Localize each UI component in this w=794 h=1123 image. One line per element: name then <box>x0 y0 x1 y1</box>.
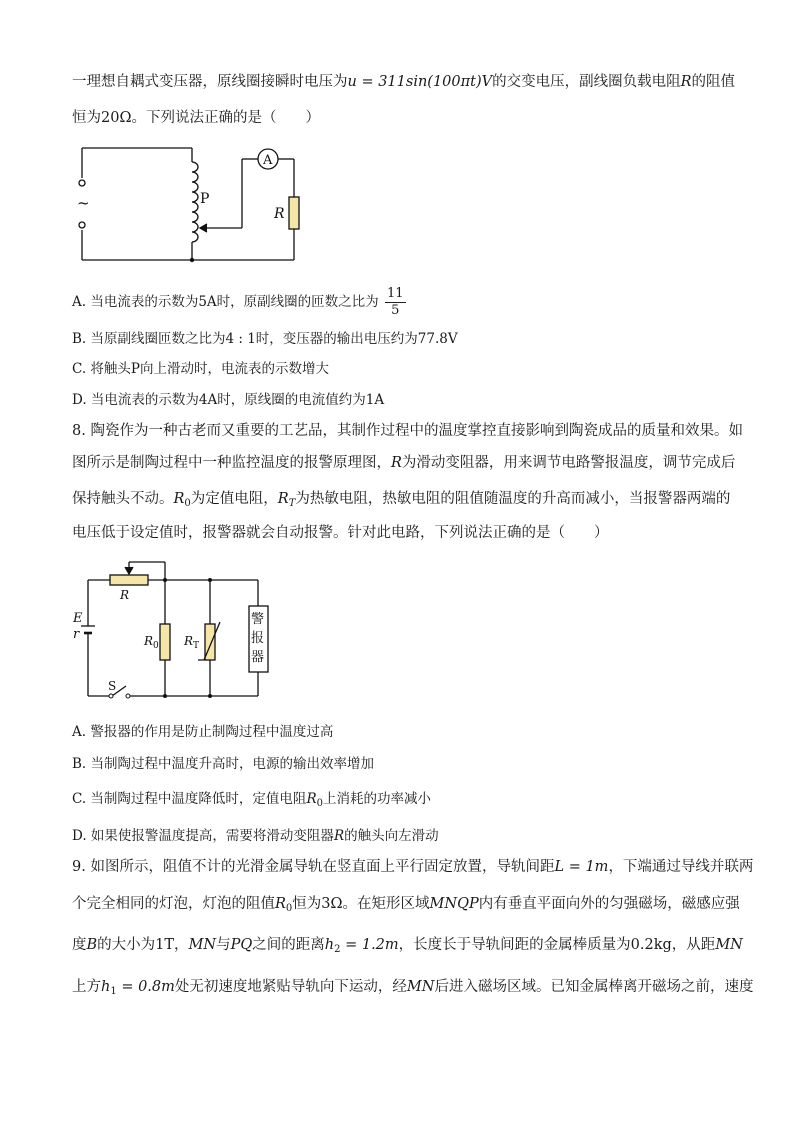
q8-option-d <box>72 826 439 846</box>
q7-stem-line-1 <box>72 72 735 92</box>
q8-option-c <box>72 789 431 814</box>
boundary-label: MN <box>406 979 435 995</box>
slider-label: P <box>200 191 210 207</box>
q9-stem-text: 恒为3Ω。在矩形区域 <box>292 896 430 912</box>
switch-label: S <box>108 679 117 693</box>
junction-dot <box>208 694 212 698</box>
junction-dot <box>208 578 212 582</box>
r0-resistor <box>160 624 170 660</box>
q9-stem-text: 与 <box>216 937 231 953</box>
q8-stem-text: 图所示是制陶过程中一种监控温度的报警原理图， <box>72 455 391 471</box>
transformer-coil <box>192 162 198 242</box>
switch-contact <box>126 694 130 698</box>
rheostat-label: R <box>120 588 130 602</box>
r0-label: $R_0$ <box>144 634 159 651</box>
region-label: MNQP <box>429 896 479 912</box>
q7-option-c: C. 将触头P向上滑动时，电流表的示数增大 <box>72 361 330 377</box>
q9-stem-text: 的大小为1T， <box>97 937 189 953</box>
rheostat-arrowhead <box>125 567 133 574</box>
q8-circuit-diagram <box>70 556 280 704</box>
boundary-label: PQ <box>230 937 253 953</box>
h2-subscript: 2 <box>334 944 341 955</box>
q9-stem-text: ，长度长于导轨间距的金属棒质量为0.2kg，从距 <box>398 937 716 953</box>
h2-symbol: h <box>324 937 335 953</box>
internal-resistance-label: r <box>73 627 80 642</box>
ac-source-symbol: ~ <box>77 194 90 212</box>
option-text: 的触头向左滑动 <box>344 828 439 844</box>
q9-stem-text: 后进入磁场区域。已知金属棒离开磁场之前，速度 <box>434 979 754 995</box>
q9-stem-text: 处无初速度地紧贴导轨向下运动，经 <box>174 979 407 995</box>
rheostat-symbol: R <box>391 455 402 471</box>
q9-stem-line-2 <box>72 894 740 919</box>
q9-stem-text: 个完全相同的灯泡，灯泡的阻值 <box>72 896 275 912</box>
option-text: C. 当制陶过程中温度降低时，定值电阻 <box>72 791 307 807</box>
rail-spacing-value: L = 1m <box>554 859 609 875</box>
q9-stem-text: 上方 <box>72 979 101 995</box>
q8-stem-text: 为滑动变阻器，用来调节电路警报温度，调节完成后 <box>401 455 736 471</box>
q8-stem-text: 为定值电阻， <box>190 491 278 507</box>
alarm-label-2: 报 <box>251 631 265 646</box>
q7-option-d: D. 当电流表的示数为4A时，原线圈的电流值约为1A <box>72 392 385 408</box>
junction-dot <box>163 578 167 582</box>
rheostat <box>110 575 148 585</box>
h1-value: = 0.8m <box>116 979 175 995</box>
q9-stem-text: 9. 如图所示，阻值不计的光滑金属导轨在竖直面上平行固定放置，导轨间距 <box>72 859 555 875</box>
junction-dot <box>163 694 167 698</box>
q7-option-a <box>72 286 406 319</box>
r0-subscript: 0 <box>285 903 293 914</box>
q9-stem-line-1 <box>72 857 753 877</box>
q8-stem-text: 为热敏电阻，热敏电阻的阻值随温度的升高而减小，当报警器两端的 <box>295 491 731 507</box>
ratio-fraction <box>385 286 406 319</box>
ammeter-label: A <box>263 153 273 168</box>
h1-symbol: h <box>101 979 111 995</box>
q9-stem-line-4 <box>72 977 753 1002</box>
alarm-label-1: 警 <box>251 612 265 627</box>
slider-arrowhead <box>200 224 207 232</box>
q8-option-b: B. 当制陶过程中温度升高时，电源的输出效率增加 <box>72 756 375 772</box>
input-terminal-bottom <box>79 222 85 228</box>
h1-subscript: 1 <box>110 986 117 997</box>
q7-stem-text: 的阻值 <box>691 74 736 90</box>
q7-stem-text: 的交变电压，副线圈负载电阻 <box>492 74 681 90</box>
q7-resistor-symbol: R <box>680 74 692 90</box>
q7-option-b: B. 当原副线圈匝数之比为4 : 1时，变压器的输出电压约为77.8V <box>72 331 458 347</box>
q7-circuit-diagram <box>72 142 312 272</box>
q8-stem-text: 保持触头不动。 <box>72 491 174 507</box>
r0-symbol: R <box>275 896 286 912</box>
resistor-label: R <box>274 206 285 222</box>
r0-subscript: 0 <box>316 798 323 809</box>
fraction-numerator: 11 <box>386 286 404 301</box>
rt-symbol: R <box>277 491 289 507</box>
q7-voltage-formula: u = 311sin(100πt)V <box>347 74 493 90</box>
q9-stem-line-3 <box>72 935 743 960</box>
r0-symbol: R <box>173 491 185 507</box>
q9-stem-text: 内有垂直平面向外的匀强磁场，磁感应强 <box>478 896 740 912</box>
boundary-label: MN <box>715 937 743 953</box>
q8-stem-line-3 <box>72 489 730 514</box>
alarm-label-3: 器 <box>251 650 265 665</box>
option-text: D. 如果使报警温度提高，需要将滑动变阻器 <box>72 828 334 844</box>
fraction-denominator: 5 <box>391 303 400 318</box>
q7-stem-text: 一理想自耦式变压器，原线圈接瞬时电压为 <box>72 74 348 90</box>
rt-subscript: T <box>288 498 296 509</box>
load-resistor <box>289 197 299 229</box>
option-text: A. 当电流表的示数为5A时，原副线圈的匝数之比为 <box>72 294 379 310</box>
q9-stem-text: 之间的距离 <box>252 937 325 953</box>
rheostat-symbol: R <box>333 828 345 844</box>
q8-stem-line-4: 电压低于设定值时，报警器就会自动报警。针对此电路，下列说法正确的是（ ） <box>72 525 609 541</box>
q9-stem-text: ，下端通过导线并联两 <box>608 859 754 875</box>
r0-subscript: 0 <box>184 498 191 509</box>
boundary-label: MN <box>188 937 217 953</box>
junction-dot <box>190 258 194 262</box>
q7-stem-line-2: 恒为20Ω。下列说法正确的是（ ） <box>72 110 320 126</box>
q8-stem-line-1: 8. 陶瓷作为一种古老而又重要的工艺品，其制作过程中的温度掌控直接影响到陶瓷成品的质量和效果。如 <box>72 423 743 439</box>
input-terminal-top <box>79 180 85 186</box>
rt-label: $R_T$ <box>184 634 200 651</box>
option-text: 上消耗的功率减小 <box>322 791 431 807</box>
q8-stem-line-2 <box>72 453 735 473</box>
r0-symbol: R <box>306 791 317 807</box>
emf-label: E <box>73 611 83 626</box>
field-symbol: B <box>86 937 98 953</box>
switch-contact <box>109 694 113 698</box>
q8-option-a: A. 警报器的作用是防止制陶过程中温度过高 <box>72 724 334 740</box>
q9-stem-text: 度 <box>72 937 87 953</box>
h2-value: = 1.2m <box>340 937 399 953</box>
